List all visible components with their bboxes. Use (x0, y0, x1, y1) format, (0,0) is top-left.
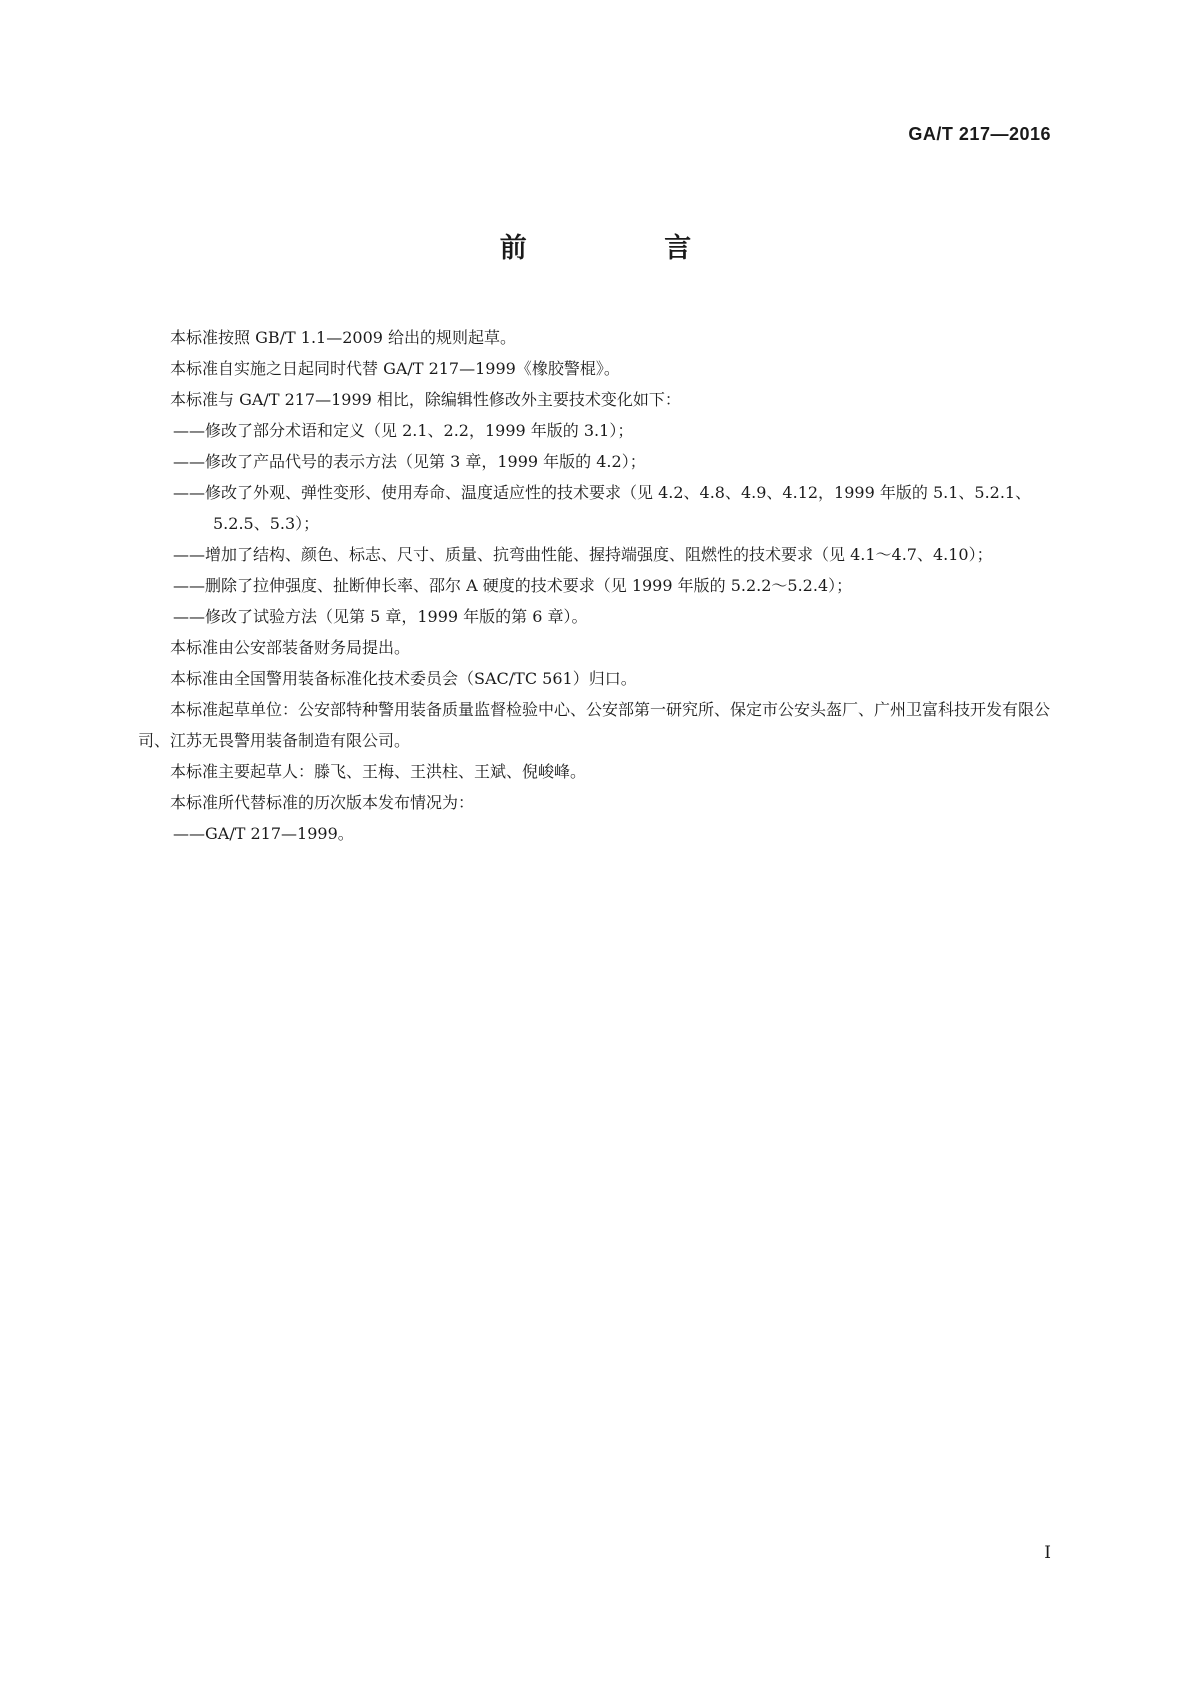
list-item: ——修改了试验方法（见第 5 章，1999 年版的第 6 章）。 (173, 607, 588, 626)
list-item: ——增加了结构、颜色、标志、尺寸、质量、抗弯曲性能、握持端强度、阻燃性的技术要求（见 4.1～4.7、4.10）； (173, 545, 993, 564)
paragraph: 本标准自实施之日起同时代替 GA/T 217—1999《橡胶警棍》。 (170, 359, 620, 378)
list-item: ——GA/T 217—1999。 (173, 824, 354, 843)
paragraph: 本标准由全国警用装备标准化技术委员会（SAC/TC 561）归口。 (170, 669, 637, 688)
list-item: ——修改了部分术语和定义（见 2.1、2.2，1999 年版的 3.1）； (173, 421, 634, 440)
page-title: 前 言 (499, 233, 756, 264)
paragraph: 本标准起草单位：公安部特种警用装备质量监督检验中心、公安部第一研究所、保定市公安头盔厂、广州卫富科技开发有限公司、江苏无畏警用装备制造有限公司。 (138, 700, 1051, 750)
paragraph: 本标准由公安部装备财务局提出。 (170, 638, 411, 657)
paragraph: 本标准主要起草人：滕飞、王梅、王洪柱、王斌、倪峻峰。 (170, 762, 587, 781)
paragraph: 本标准所代替标准的历次版本发布情况为： (170, 793, 475, 812)
document-code: GA/T 217—2016 (908, 124, 1051, 144)
paragraph: 本标准与 GA/T 217—1999 相比，除编辑性修改外主要技术变化如下： (170, 390, 681, 409)
page-number: I (1044, 1543, 1051, 1563)
list-item: ——修改了产品代号的表示方法（见第 3 章，1999 年版的 4.2）； (173, 452, 646, 471)
list-item: ——删除了拉伸强度、扯断伸长率、邵尔 A 硬度的技术要求（见 1999 年版的 5.2.2～5.2.4）； (173, 576, 853, 595)
list-item: ——修改了外观、弹性变形、使用寿命、温度适应性的技术要求（见 4.2、4.8、4.9、4.12，1999 年版的 5.1、5.2.1、5.2.5、5.3）； (173, 483, 1032, 533)
foreword-body (138, 322, 1058, 849)
paragraph: 本标准按照 GB/T 1.1—2009 给出的规则起草。 (170, 328, 517, 347)
